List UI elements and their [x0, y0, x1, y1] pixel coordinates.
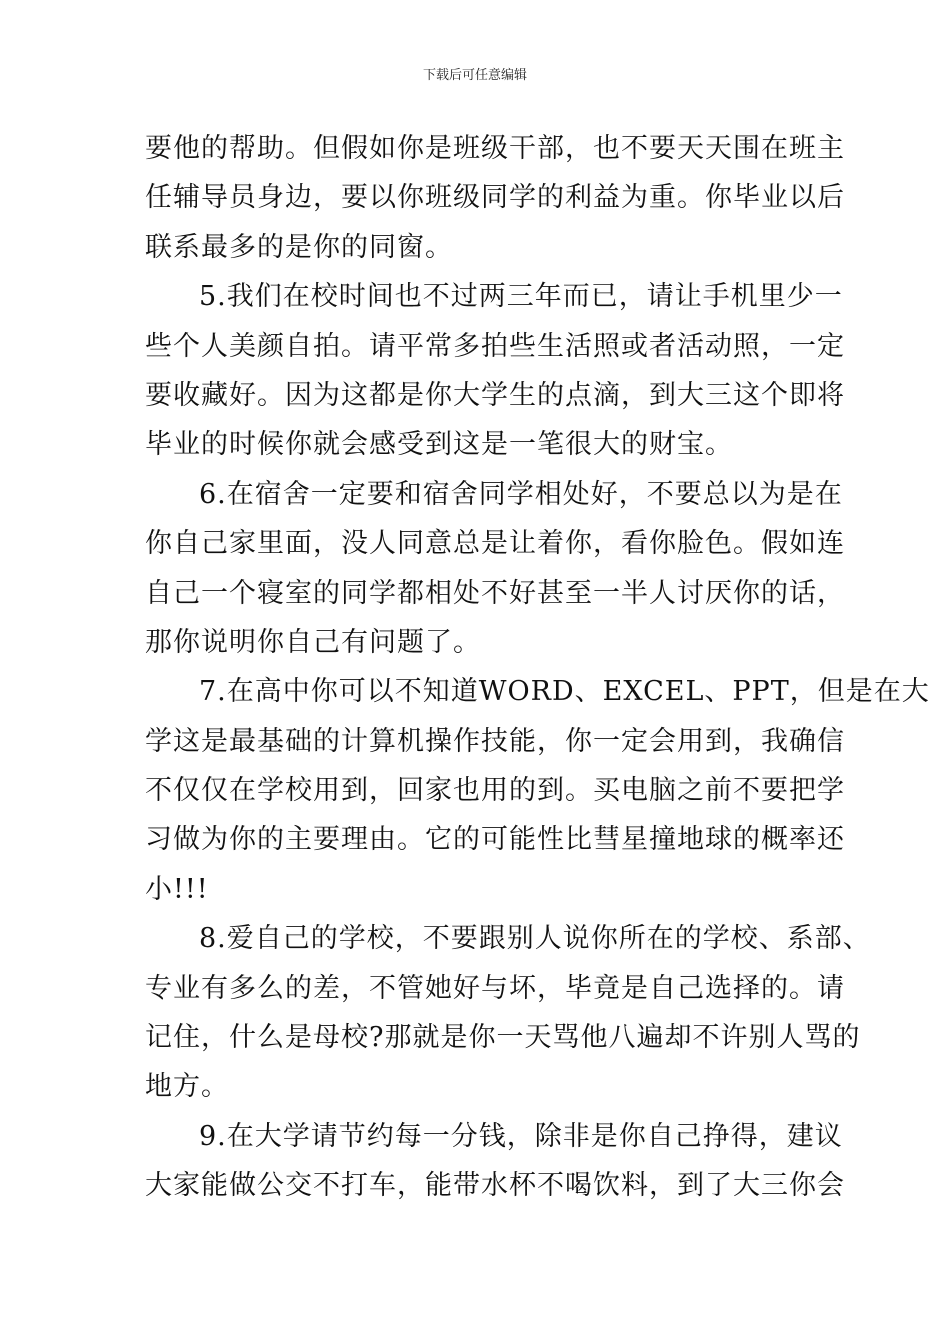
text-line: 些个人美颜自拍。请平常多拍些生活照或者活动照，一定 — [145, 330, 845, 362]
text-line: 要收藏好。因为这都是你大学生的点滴，到大三这个即将 — [145, 379, 845, 411]
text-line: 任辅导员身边，要以你班级同学的利益为重。你毕业以后 — [145, 182, 845, 214]
text-line: 你自己家里面，没人同意总是让着你，看你脸色。假如连 — [145, 528, 845, 560]
text-line: 那你说明你自己有问题了。 — [145, 626, 481, 658]
text-line: 习做为你的主要理由。它的可能性比彗星撞地球的概率还 — [145, 824, 845, 856]
paragraph-start-line: 6.在宿舍一定要和宿舍同学相处好，不要总以为是在 — [199, 478, 843, 510]
paragraph-start-line: 5.我们在校时间也不过两三年而已，请让手机里少一 — [199, 281, 843, 313]
text-line: 地方。 — [145, 1071, 229, 1103]
body-text — [145, 124, 930, 1211]
text-line: 自己一个寝室的同学都相处不好甚至一半人讨厌你的话， — [145, 577, 845, 609]
text-line: 不仅仅在学校用到，回家也用的到。买电脑之前不要把学 — [145, 775, 845, 807]
text-line: 小!!! — [145, 873, 209, 905]
page-header: 下载后可任意编辑 — [422, 68, 527, 83]
text-line: 毕业的时候你就会感受到这是一笔很大的财宝。 — [145, 429, 733, 461]
paragraph-start-line: 7.在高中你可以不知道WORD、EXCEL、PPT，但是在大 — [199, 676, 930, 708]
text-line: 大家能做公交不打车，能带水杯不喝饮料，到了大三你会 — [145, 1170, 845, 1202]
text-line: 记住，什么是母校?那就是你一天骂他八遍却不许别人骂的 — [145, 1022, 861, 1054]
text-line: 要他的帮助。但假如你是班级干部，也不要天天围在班主 — [145, 133, 845, 164]
paragraph-start-line: 9.在大学请节约每一分钱，除非是你自己挣得，建议 — [199, 1120, 843, 1152]
text-line: 学这是最基础的计算机操作技能，你一定会用到，我确信 — [145, 725, 845, 757]
text-line: 专业有多么的差，不管她好与坏，毕竟是自己选择的。请 — [145, 972, 845, 1004]
text-line: 联系最多的是你的同窗。 — [145, 231, 453, 263]
paragraph-start-line: 8.爱自己的学校，不要跟别人说你所在的学校、系部、 — [199, 923, 871, 955]
